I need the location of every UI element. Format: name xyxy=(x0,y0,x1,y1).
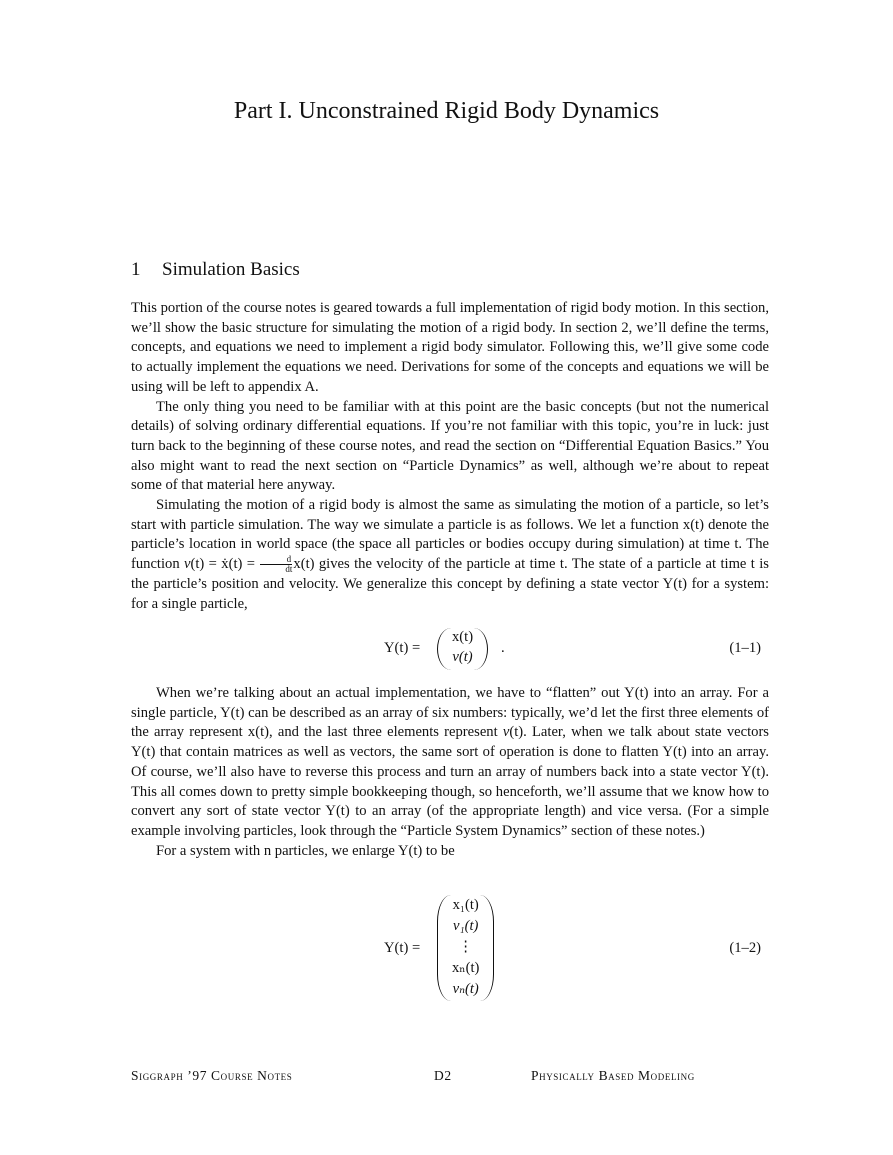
vector-row: v₁(t) xyxy=(453,918,479,934)
footer-page-number: D2 xyxy=(434,1068,452,1083)
equation-1-1-lhs: Y(t) = xyxy=(384,640,421,656)
paragraph-4-part-a: When we’re talking about an actual implementation, we have to “flatten” out Y(t) into an array. For a single particle, Y(t) can be described as an array of six numbers: typically, we’d let the first three elements of the array represent x(t), and the last three elements represent xyxy=(131,685,769,741)
paragraph-1: This portion of the course notes is geared towards a full implementation of rigid body motion. In this section, we’ll show the basic structure for simulating the motion of a rigid body. In section 2, we’ll define the terms, concepts, and equations we need to implement a rigid body simulator. Following this, we’ll give some code to actually implement the equations we need. Derivations for some of the concepts and equations we will be using will be left to appendix A. xyxy=(131,300,769,395)
paragraph-5: For a system with n particles, we enlarge Y(t) to be xyxy=(156,842,455,859)
vector-row: vₙ(t) xyxy=(452,981,479,997)
paragraph-4 xyxy=(131,684,769,842)
section-title: Simulation Basics xyxy=(162,259,300,280)
footer-left: Siggraph ’97 Course Notes xyxy=(131,1068,293,1083)
equation-1-2 xyxy=(131,895,769,1005)
vector-row: x₁(t) xyxy=(452,897,479,913)
footer-right: Physically Based Modeling xyxy=(531,1068,695,1083)
equation-1-1-period: . xyxy=(501,640,505,656)
page-title: Part I. Unconstrained Rigid Body Dynamics xyxy=(233,98,660,124)
derivative-fraction xyxy=(260,555,292,574)
body-text-top xyxy=(131,299,769,614)
paragraph-4-part-b: (t). Later, when we talk about state vectors Y(t) that contain matrices as well as vectors, the same sort of operation is done to flatten Y(t) into an array. Of course, we’ll also have to reverse this process and turn an array of numbers back into a state vector Y(t). This all comes down to pretty simple bookkeeping though, so henceforth, we’ll assume that we know how to convert any sort of state vector Y(t) to an array (of the appropriate length) and vice versa. (For a simple example involving particles, look through the “Particle System Dynamics” section of these notes.) xyxy=(131,724,769,839)
paragraph-2: The only thing you need to be familiar with at this point are the basic concepts (but not the numerical details) of solving ordinary differential equations. If you’re not familiar with this topic, you’re in luck: just turn back to the beginning of these course notes, and read the section on “Differential Equation Basics.” You also might want to read the next section on “Particle Dynamics” as well, although we’re about to repeat some of that material here anyway. xyxy=(131,398,769,494)
vector-row-ellipsis: ⋮ xyxy=(458,939,473,955)
equation-1-2-lhs: Y(t) = xyxy=(384,940,421,956)
paragraph-3-part-c: x(t) gives the velocity of the particle at time t. The state of a particle at time t is the particle’s position and velocity. We generalize this concept by defining a state vector Y(t) for a system: for a single particle, xyxy=(131,556,769,612)
vector-row: xₙ(t) xyxy=(452,960,480,976)
paragraph-3-part-b: (t) = ẋ(t) = xyxy=(190,556,260,573)
equation-1-1-vector xyxy=(437,628,488,670)
equation-1-2-vector xyxy=(437,895,494,1001)
equation-number: (1–2) xyxy=(729,940,761,956)
velocity-symbol: v xyxy=(502,724,510,741)
paragraph-3 xyxy=(131,496,769,614)
fraction-denominator: dt xyxy=(285,564,293,575)
equation-number: (1–1) xyxy=(729,640,761,656)
velocity-symbol: v xyxy=(184,556,191,573)
body-text-bottom xyxy=(131,684,769,861)
fraction-numerator: d xyxy=(260,555,292,565)
equation-1-1 xyxy=(131,628,769,672)
vector-row: v(t) xyxy=(452,648,473,665)
paragraph-3-part-a: Simulating the motion of a rigid body is almost the same as simulating the motion of a particle, so let’s start with particle simulation. The way we simulate a particle is as follows. We let a function x(t) denote the particle’s location in world space (the space all particles or bodies occupy during simulation) at time t. The function xyxy=(131,497,769,573)
section-number: 1 xyxy=(131,259,141,280)
vector-row: x(t) xyxy=(452,629,474,645)
section-heading xyxy=(131,259,300,281)
